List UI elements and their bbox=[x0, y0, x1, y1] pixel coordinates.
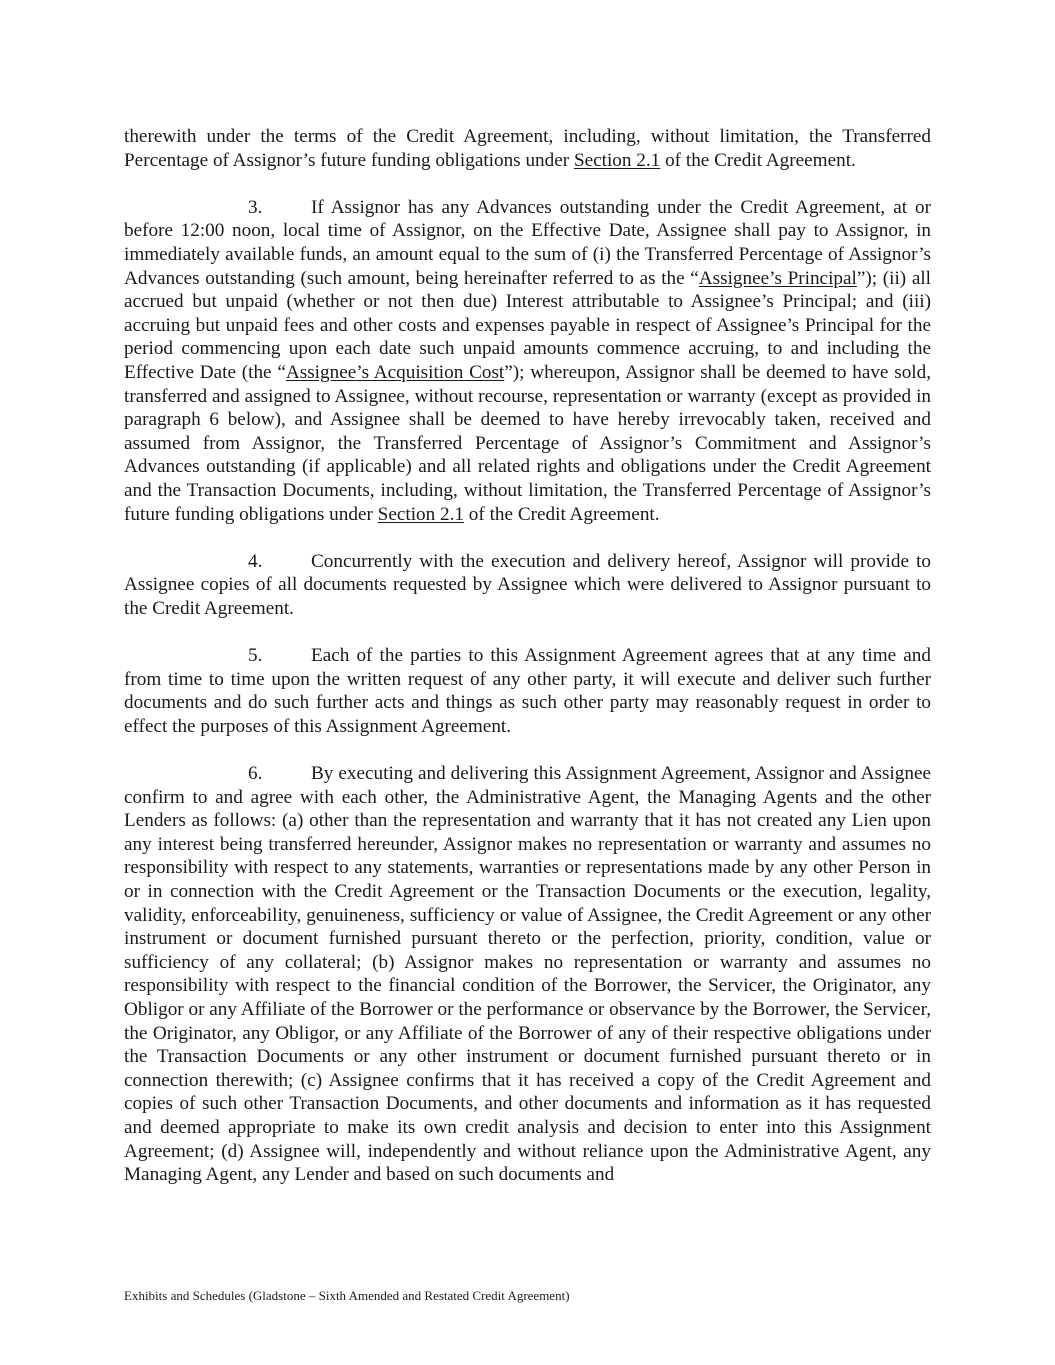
paragraph-3: 3. If Assignor has any Advances outstanding under the Credit Agreement, at or before 12:00 noon, local time of Assignor, on the Effective Date, Assignee shall pay to Assignor, in immediately available funds, an amount equal to the sum of (i) the Transferred Percentage of Assignor’s Advances outstanding (such amount, being hereinafter referred to as the “Assignee’s Principal”); (ii) all accrued but unpaid (whether or not then due) Interest attributable to Assignee’s Principal; and (iii) accruing but unpaid fees and other costs and expenses payable in respect of Assignee’s Principal for the period commencing upon each date such unpaid amounts commence accruing, to and including the Effective Date (the “Assignee’s Acquisition Cost”); whereupon, Assignor shall be deemed to have sold, transferred and assigned to Assignee, without recourse, representation or warranty (except as provided in paragraph 6 below), and Assignee shall be deemed to have hereby irrevocably taken, received and assumed from Assignor, the Transferred Percentage of Assignor’s Commitment and Assignor’s Advances outstanding (if applicable) and all related rights and obligations under the Credit Agreement and the Transaction Documents, including, without limitation, the Transferred Percentage of Assignor’s future funding obligations under Section 2.1 of the Credit Agreement. bbox=[124, 196, 932, 525]
paragraph-5: 5. Each of the parties to this Assignment Agreement agrees that at any time and from time to time upon the written request of any other party, it will execute and deliver such further documents and do such further acts and things as such other party may reasonably request in order to effect the purposes of this Assignment Agreement. bbox=[124, 645, 931, 737]
section-reference: Section 2.1 bbox=[377, 503, 464, 525]
paragraph-number: 5. bbox=[248, 645, 263, 667]
paragraph-6: 6. By executing and delivering this Assignment Agreement, Assignor and Assignee confirm to and agree with each other, the Administrative Agent, the Managing Agents and the other Lenders as follows: (a) other than the representation and warranty that it has not created any Lien upon any interest being transferred hereunder, Assignor makes no representation or warranty and assumes no responsibility with respect to any statements, warranties or representations made by any other Person in or in connection with the Credit Agreement or the Transaction Documents or the execution, legality, validity, enforceability, genuineness, sufficiency or value of Assignee, the Credit Agreement or any other instrument or document furnished pursuant thereto or the perfection, priority, condition, value or sufficiency of any collateral; (b) Assignor makes no representation or warranty and assumes no responsibility with respect to the financial condition of the Borrower, the Servicer, the Originator, any Obligor or any Affiliate of the Borrower or the performance or observance by the Borrower, the Servicer, the Originator, any Obligor, or any Affiliate of the Borrower of any of their respective obligations under the Transaction Documents or any other instrument or document furnished pursuant thereto or in connection therewith; (c) Assignee confirms that it has received a copy of the Credit Agreement and copies of such other Transaction Documents, and other documents and information as it has requested and deemed appropriate to make its own credit analysis and decision to enter into this Assignment Agreement; (d) Assignee will, independently and without reliance upon the Administrative Agent, any Managing Agent, any Lender and based on such documents and bbox=[124, 763, 931, 1186]
page-footer: Exhibits and Schedules (Gladstone – Sixth Amended and Restated Credit Agreement) bbox=[124, 1288, 570, 1303]
continuation-paragraph: therewith under the terms of the Credit Agreement, including, without limitation, the Transferred Percentage of Assignor’s future funding obligations under Section 2.1 of the Credit Agreement. bbox=[124, 126, 931, 171]
paragraph-number: 3. bbox=[248, 196, 263, 218]
section-reference: Section 2.1 bbox=[573, 149, 661, 171]
document-page bbox=[124, 125, 931, 1210]
defined-term: Assignee’s Principal bbox=[698, 267, 857, 289]
paragraph-4: 4. Concurrently with the execution and delivery hereof, Assignor will provide to Assignee copies of all documents requested by Assignee which were delivered to Assignor pursuant to the Credit Agreement. bbox=[124, 550, 931, 619]
defined-term: Assignee’s Acquisition Cost bbox=[285, 361, 505, 383]
paragraph-number: 6. bbox=[248, 763, 263, 785]
paragraph-number: 4. bbox=[248, 550, 263, 572]
